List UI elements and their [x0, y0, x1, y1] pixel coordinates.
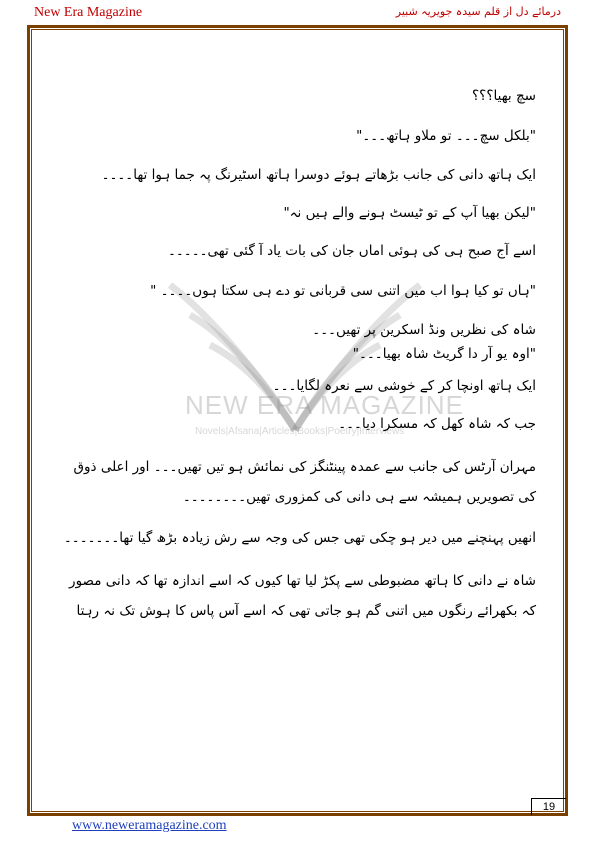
watermark-title: NEW ERA MAGAZINE — [185, 390, 464, 420]
paragraph: شاہ نے دانی کا ہاتھ مضبوطی سے پکڑ لیا تھا کیوں کہ اسے اندازہ تھا کہ دانی مصور کہ بکھرائے رنگوں میں اتنی گم ہو جاتی تھی کہ اسے آس پاس کا ہوش تک نہ رہتا — [69, 573, 536, 619]
watermark-tagline: Novels|Afsana|Articles|Books|Poetry|Interviews — [195, 426, 405, 437]
website-link[interactable]: www.neweramagazine.com — [72, 818, 227, 833]
paragraph: مہران آرٹس کی جانب سے عمدہ پینٹنگز کی نمائش ہو تیں تھیں۔۔۔ اور اعلی ذوق کی تصویریں ہمیشہ سے ہی دانی کی کمزوری تھیں۔۔۔۔۔۔۔۔ — [73, 459, 536, 505]
paragraph: اسے آج صبح ہی کی ہوئی اماں جان کی بات یاد آ گئی تھی۔۔۔۔۔ — [167, 243, 536, 259]
paragraph: جب کہ شاہ کھل کہ مسکرا دیا۔۔۔ — [338, 416, 536, 432]
paragraph: شاہ کی نظریں ونڈ اسکرین پر تھیں۔۔۔ — [312, 322, 536, 338]
paragraph: ایک ہاتھ دانی کی جانب بڑھاتے ہوئے دوسرا ہاتھ اسٹیرنگ پہ جما ہوا تھا۔۔۔۔ — [101, 167, 536, 183]
paragraph: "اوہ یو آر دا گریٹ شاہ بھیا۔۔۔" — [352, 346, 536, 362]
paragraph: انھیں پہنچنے میں دیر ہو چکی تھی جس کی وجہ سے رش زیادہ بڑھ گیا تھا۔۔۔۔۔۔۔ — [63, 530, 536, 546]
story-body — [60, 82, 536, 626]
paragraph: سچ بھیا؟؟؟ — [472, 88, 536, 104]
paragraph: ایک ہاتھ اونچا کر کے خوشی سے نعرہ لگایا۔۔۔ — [272, 378, 536, 394]
paragraph: "بلکل سچ۔۔۔ تو ملاو ہاتھ۔۔۔" — [356, 128, 536, 144]
paragraph: "لیکن بھیا آپ کے تو ٹیسٹ ہونے والے ہیں نہ" — [283, 205, 536, 221]
page-number: 19 — [531, 798, 566, 815]
magazine-name: New Era Magazine — [34, 5, 143, 20]
paragraph: "ہاں تو کیا ہوا اب میں اتنی سی قربانی تو دے ہی سکتا ہوں۔۔۔۔ " — [150, 283, 536, 299]
story-title: درمائے دل از قلم سیدہ جویریہ شبیر — [395, 5, 561, 18]
